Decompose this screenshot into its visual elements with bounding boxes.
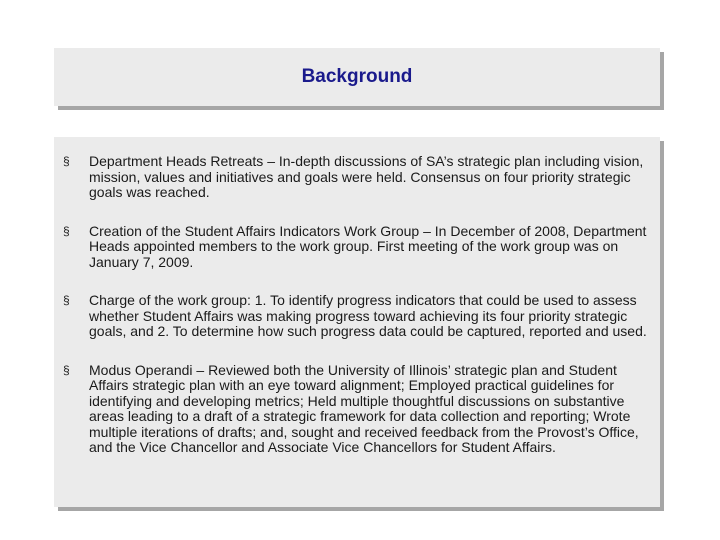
bullet-text: Modus Operandi – Reviewed both the University of Illinois’ strategic plan and Student Affairs strategic plan with an eye toward alignment; Employed practical guidelines for identifying and developing metrics; Held multiple thoughtful discussions on substantive areas leading to a draft of a strategic framework for data collection and reporting; Wrote multiple iterations of drafts; and, sought and received feedback from the Provost’s Office, and the Vice Chancellor and Associate Vice Chancellors for Student Affairs. <box>89 361 639 455</box>
bullet-item <box>62 154 654 201</box>
bullet-square-icon: § <box>63 223 70 238</box>
bullet-item <box>62 293 654 340</box>
bullet-square-icon: § <box>63 362 70 377</box>
bullet-text: Charge of the work group: 1. To identify progress indicators that could be used to assess whether Student Affairs was making progress toward achieving its four priority strategic goals, and 2. To determine how such progress data could be captured, reported and used. <box>89 292 647 339</box>
slide-title: Background <box>301 66 413 87</box>
bullet-text: Department Heads Retreats – In-depth discussions of SA’s strategic plan including vision, mission, values and initiatives and goals were held. Consensus on four priority strategic goals was reached. <box>89 153 644 200</box>
bullet-item <box>62 224 654 271</box>
bullet-text: Creation of the Student Affairs Indicators Work Group – In December of 2008, Department Heads appointed members to the work group. First meeting of the work group was on January 7, 2009. <box>89 222 647 270</box>
bullet-square-icon: § <box>63 293 70 307</box>
bullet-square-icon: § <box>63 154 70 168</box>
bullet-item <box>62 363 654 456</box>
content-panel <box>54 137 660 507</box>
title-panel <box>54 48 660 106</box>
